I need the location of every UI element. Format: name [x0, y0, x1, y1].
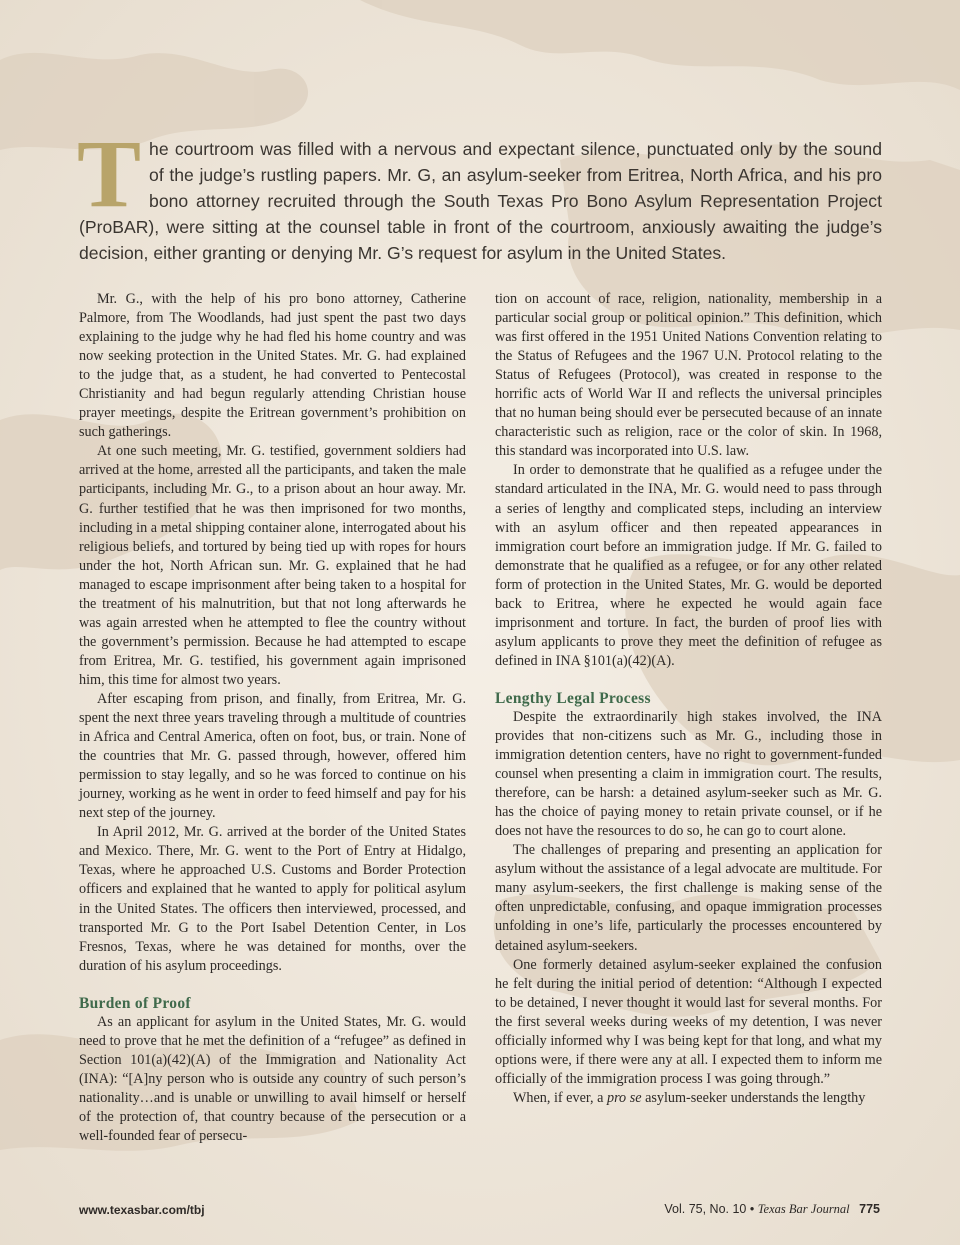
- body-paragraph: Mr. G., with the help of his pro bono attorney, Catherine Palmore, from The Woodlands, had just spent the past two days explaining to the judge why he had fled his home country and was now seeking protection in the United States. Mr. G. had explained to the judge that, as a student, he had converted to Pentecostal Christianity and had begun regularly attending Christian house prayer meetings, despite the Eritrean government’s prohibition on such gatherings.: [79, 291, 466, 441]
- footer-journal: Texas Bar Journal: [757, 1202, 850, 1216]
- body-paragraph: [495, 1089, 882, 1108]
- footer-url[interactable]: www.texasbar.com/tbj: [79, 1203, 205, 1217]
- body-paragraph: In April 2012, Mr. G. arrived at the border of the United States and Mexico. There, Mr. G. went to the Port of Entry at Hidalgo, Texas, where he approached U.S. Customs and Border Protection officers and explained that he wanted to apply for political asylum in the United States. The officers then interviewed, processed, and transported Mr. G to the Port Isabel Detention Center, in Los Fresnos, Texas, where he was detained for months, over the duration of his asylum proceedings.: [79, 824, 466, 974]
- body-paragraph: tion on account of race, religion, nationality, membership in a particular social group or political opinion.” This definition, which was first offered in the 1951 United Nations Convention relating to the Status of Refugees and the 1967 U.N. Protocol relating to the Status of Refugees (Protocol), was created in response to the horrific acts of World War II and reflects the universal principles that no human being should ever be persecuted because of an innate characteristic such as religion, race or the color of skin. In 1968, this standard was incorporated into U.S. law.: [495, 291, 882, 460]
- drop-cap: T: [77, 120, 142, 227]
- body-paragraph: One formerly detained asylum-seeker explained the confusion he felt during the initial period of detention: “Although I expected to be detained, I never thought it would last for several months. For the first several weeks during weeks of my detention, I was never officially informed why I was being kept for that long, and what my options were, if there were any at all. I expected them to inform me officially of the immigration process I was going through.”: [495, 956, 882, 1087]
- footer-volume: Vol. 75, No. 10: [664, 1202, 747, 1216]
- body-paragraph: In order to demonstrate that he qualified as a refugee under the standard articulated in the INA, Mr. G. would need to pass through a series of lengthy and complicated steps, including an interview with an asylum officer and then repeated appearances in immigration court before an immigration judge. If Mr. G. failed to demonstrate that he qualified as a refugee, or for any other related form of protection in the United States, Mr. G. would be deported back to Eritrea, where he expected he would again face imprisonment and torture. In fact, the burden of proof lies with asylum applicants to prove they meet the definition of refugee as defined in INA §101(a)(42)(A).: [495, 462, 882, 669]
- body-paragraph: After escaping from prison, and finally, from Eritrea, Mr. G. spent the next three years traveling through a multitude of countries in Africa and Central America, often on foot, bus, or train. None of the countries that Mr. G. passed through, however, offered him permission to stay legally, and so he was forced to continue on his journey, working as he went in order to feed himself and pay for his next step of the journey.: [79, 690, 466, 822]
- page-number: 775: [859, 1202, 880, 1216]
- lead-text: he courtroom was filled with a nervous and expectant silence, punctuated only by the sound of the judge’s rustling papers. Mr. G, an asylum-seeker from Eritrea, North Africa, and his pro bono attorney recruited through the South Texas Pro Bono Asylum Representation Project (ProBAR), were sitting at the counsel table in front of the courtroom, anxiously awaiting the judge’s decision, either granting or denying Mr. G’s request for asylum in the United States.: [79, 139, 882, 263]
- left-column: [79, 290, 466, 1146]
- italic-term: pro se: [606, 1089, 642, 1106]
- section-heading-lengthy-legal-process: Lengthy Legal Process: [495, 689, 651, 707]
- body-paragraph: As an applicant for asylum in the United States, Mr. G. would need to prove that he met the definition of a “refugee” as defined in Section 101(a)(42)(A) of the Immigration and Nationality Act (INA): “[A]ny person who is outside any country of such person’s nationality…and is unable or unwilling to avail himself or herself of the protection of, that country because of the persecution or a well-founded fear of persecu-: [79, 1013, 466, 1144]
- body-paragraph: Despite the extraordinarily high stakes involved, the INA provides that non-citizens such as Mr. G., including those in immigration detention centers, have no right to government-funded counsel when presenting a claim in immigration court. The results, therefore, can be harsh: a detained asylum-seeker such as Mr. G. has the choice of paying money to retain private counsel, or if he does not have the resources to do so, he can go to court alone.: [495, 708, 882, 840]
- right-column: [495, 290, 882, 1108]
- text-span: asylum-seeker understands the lengthy: [641, 1089, 866, 1106]
- text-span: When, if ever, a: [513, 1089, 607, 1106]
- body-paragraph: The challenges of preparing and presenting an application for asylum without the assistance of a legal advocate are multitude. For many asylum-seekers, the first challenge is making sense of the often unpredictable, confusing, and opaque immigration processes unfolding in one’s life, particularly the processes encountered by detained asylum-seekers.: [495, 842, 882, 954]
- lead-paragraph: [77, 120, 882, 266]
- footer-bullet: •: [749, 1202, 755, 1216]
- body-paragraph: At one such meeting, Mr. G. testified, government soldiers had arrived at the home, arrested all the participants, and taken the male participants, including Mr. G., to a prison about an hour away. Mr. G. further testified that he was then imprisoned for two months, including in a metal shipping container alone, interrogated about his religious beliefs, and tortured by being tied up with ropes for hours under the hot, North African sun. Mr. G. explained that he had managed to escape imprisonment after being taken to a hospital for the treatment of his malnutrition, but that not long afterwards he was again arrested when he attempted to flee the country without the government’s permission. Because he had attempted to escape from Eritrea, Mr. G. testified, his government again imprisoned him, this time for almost two years.: [79, 443, 466, 688]
- section-heading-burden-of-proof: Burden of Proof: [79, 994, 191, 1012]
- footer-citation: [664, 1202, 880, 1217]
